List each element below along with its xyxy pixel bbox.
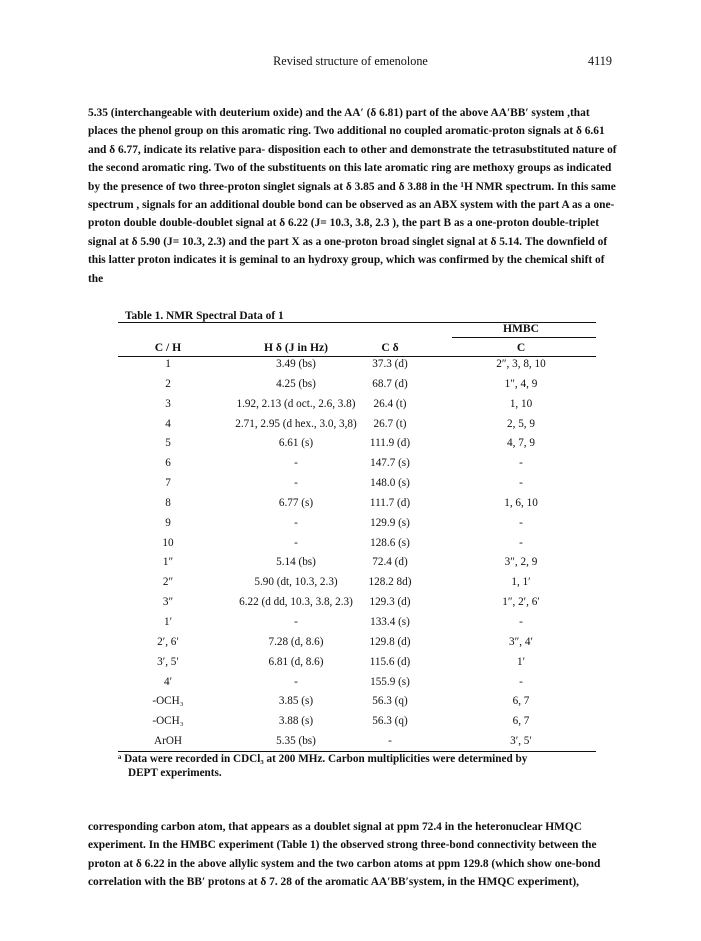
col-header-c-shift: C δ: [381, 341, 399, 354]
cell-hmbc: 3″, 4′: [509, 635, 533, 648]
cell-h-shift: -: [294, 536, 298, 549]
cell-ch: 2′, 6′: [157, 635, 179, 648]
cell-ch: 3′, 5′: [157, 655, 179, 668]
table-row: [0, 576, 701, 596]
cell-c-shift: 115.6 (d): [369, 655, 411, 668]
cell-c-shift: 129.3 (d): [369, 596, 411, 609]
cell-h-shift: 6.22 (d dd, 10.3, 3.8, 2.3): [239, 596, 353, 609]
cell-hmbc: -: [519, 615, 523, 628]
cell-ch: -OCH₃: [152, 695, 184, 708]
table-row: [0, 358, 701, 378]
text-line: spectrum , signals for an additional double bond can be observed as an ABX system with the part A as a one-: [88, 199, 615, 212]
cell-ch: 3: [165, 397, 171, 410]
table-row: [0, 537, 701, 557]
cell-hmbc: 6, 7: [512, 715, 530, 728]
table-row: [0, 418, 701, 438]
cell-h-shift: 6.61 (s): [278, 437, 314, 450]
cell-c-shift: 128.6 (s): [370, 536, 410, 549]
cell-c-shift: 56.3 (q): [372, 715, 408, 728]
table-row: [0, 556, 701, 576]
cell-c-shift: 148.0 (s): [370, 477, 410, 490]
cell-ch: 5: [165, 437, 171, 450]
cell-h-shift: 6.81 (d, 8.6): [268, 655, 324, 668]
table-caption: Table 1. NMR Spectral Data of 1: [125, 310, 284, 322]
cell-c-shift: 26.4 (t): [373, 397, 407, 410]
table-row: [0, 616, 701, 636]
cell-c-shift: 37.3 (d): [372, 358, 408, 370]
cell-h-shift: 5.35 (bs): [276, 735, 316, 748]
cell-h-shift: -: [294, 457, 298, 470]
cell-c-shift: 56.3 (q): [372, 695, 408, 708]
cell-ch: 2″: [162, 576, 174, 589]
text-line: signal at δ 5.90 (J= 10.3, 2.3) and the part X as a one-proton broad singlet signal at δ 5.14. The downfield of: [88, 235, 608, 248]
table-row: [0, 497, 701, 517]
text-line: proton at δ 6.22 in the above allylic system and the two carbon atoms at ppm 129.8 (which show one-bond: [88, 857, 601, 870]
cell-c-shift: 68.7 (d): [372, 377, 408, 390]
cell-ch: 7: [165, 477, 171, 490]
cell-hmbc: -: [519, 675, 523, 688]
cell-c-shift: 128.2 8d): [368, 576, 412, 589]
cell-h-shift: 1.92, 2.13 (d oct., 2.6, 3.8): [236, 397, 356, 410]
cell-hmbc: -: [519, 457, 523, 470]
table-row: [0, 695, 701, 715]
table-row: [0, 457, 701, 477]
table-row: [0, 477, 701, 497]
footnote-line: DEPT experiments.: [128, 767, 222, 779]
table-row: [0, 517, 701, 537]
cell-hmbc: 1, 1′: [511, 576, 531, 589]
table-row: [0, 715, 701, 735]
table-row: [0, 636, 701, 656]
text-line: corresponding carbon atom, that appears as a doublet signal at ppm 72.4 in the heteronuclear HMQC: [88, 821, 582, 833]
cell-c-shift: 72.4 (d): [372, 556, 408, 569]
cell-c-shift: 111.9 (d): [369, 437, 411, 450]
table-row: [0, 656, 701, 676]
page-number: 4119: [588, 54, 612, 68]
table-row: [0, 437, 701, 457]
cell-c-shift: 133.4 (s): [370, 615, 410, 628]
cell-hmbc: 1, 10: [509, 397, 533, 410]
text-line: the: [88, 272, 104, 285]
text-line: this latter proton indicates it is geminal to an hydroxy group, which was confirmed by the chemical shift of: [88, 254, 605, 267]
table-row: [0, 398, 701, 418]
cell-h-shift: 5.14 (bs): [276, 556, 316, 569]
cell-ch: 3″: [162, 596, 174, 609]
cell-ch: 2: [165, 377, 171, 390]
cell-h-shift: 2.71, 2.95 (d hex., 3.0, 3,8): [235, 417, 357, 430]
cell-h-shift: 6.77 (s): [278, 496, 314, 509]
col-header-ch: C / H: [154, 341, 182, 354]
cell-h-shift: 5.90 (dt, 10.3, 2.3): [254, 576, 338, 589]
table-header-rule: [118, 356, 596, 357]
col-header-h-shift: H δ (J in Hz): [264, 341, 328, 354]
cell-h-shift: 3.85 (s): [278, 695, 314, 708]
cell-ch: 1″: [162, 556, 174, 569]
text-line: and δ 6.77, indicate its relative para- disposition each to other and demonstrate the tetrasubstituted nature of: [88, 143, 617, 156]
cell-ch: 9: [165, 516, 171, 529]
cell-h-shift: -: [294, 615, 298, 628]
running-title: Revised structure of emenolone: [273, 54, 428, 68]
cell-hmbc: -: [519, 536, 523, 549]
col-header-hmbc-c: C: [516, 341, 526, 354]
cell-hmbc: 1, 6, 10: [504, 496, 538, 509]
table-row: [0, 378, 701, 398]
running-header: [0, 54, 701, 72]
cell-ch: 4: [165, 417, 171, 430]
cell-h-shift: 4.25 (bs): [276, 377, 316, 390]
table-row: [0, 596, 701, 616]
cell-ch: 1: [165, 358, 171, 370]
cell-c-shift: 155.9 (s): [370, 675, 410, 688]
cell-c-shift: -: [388, 735, 392, 748]
text-line: correlation with the BB′ protons at δ 7. 28 of the aromatic AA′BB′system, in the HMQC experiment),: [88, 876, 580, 889]
cell-ch: 10: [162, 536, 174, 549]
hmbc-group-header: HMBC: [502, 322, 540, 335]
cell-c-shift: 129.9 (s): [370, 516, 410, 529]
cell-hmbc: 4, 7, 9: [507, 437, 535, 450]
cell-hmbc: 1″, 2′, 6′: [502, 596, 540, 609]
cell-hmbc: -: [519, 516, 523, 529]
table-body: [0, 358, 701, 755]
text-line: places the phenol group on this aromatic ring. Two additional no coupled aromatic-proton signals at δ 6.61: [88, 125, 605, 138]
cell-hmbc: 3″, 2, 9: [504, 556, 538, 569]
text-line: proton double double-doublet signal at δ 6.22 (J= 10.3, 3.8, 2.3 ), the part B as a one-proton double-triplet: [88, 217, 599, 230]
cell-c-shift: 147.7 (s): [370, 457, 410, 470]
text-line: 5.35 (interchangeable with deuterium oxide) and the AA′ (δ 6.81) part of the above AA′BB′ system ,that: [88, 107, 590, 119]
cell-hmbc: -: [519, 477, 523, 490]
cell-h-shift: -: [294, 516, 298, 529]
cell-hmbc: 1″, 4, 9: [504, 377, 538, 390]
cell-h-shift: 3.49 (bs): [276, 358, 316, 370]
cell-ch: -OCH₃: [152, 715, 184, 728]
cell-ch: 4′: [163, 675, 173, 688]
cell-c-shift: 129.8 (d): [369, 635, 411, 648]
cell-c-shift: 111.7 (d): [369, 496, 411, 509]
table-footnote: [118, 752, 588, 780]
body-paragraph-bottom: [88, 818, 616, 892]
text-line: the second aromatic ring. Two of the substituents on this late aromatic ring are methoxy groups as indicated: [88, 162, 612, 175]
cell-hmbc: 3′, 5′: [510, 735, 532, 748]
text-line: by the presence of two three-proton singlet signals at δ 3.85 and δ 3.88 in the ¹H NMR spectrum. In this same: [88, 180, 616, 193]
cell-ch: 6: [165, 457, 171, 470]
hmbc-underline-rule: [452, 337, 596, 338]
cell-ch: 1′: [163, 615, 173, 628]
cell-ch: 8: [165, 496, 171, 509]
cell-h-shift: -: [294, 675, 298, 688]
body-paragraph-top: [88, 104, 616, 288]
cell-c-shift: 26.7 (t): [373, 417, 407, 430]
cell-hmbc: 1′: [516, 655, 526, 668]
table-row: [0, 676, 701, 696]
cell-hmbc: 6, 7: [512, 695, 530, 708]
cell-hmbc: 2″, 3, 8, 10: [496, 358, 546, 370]
cell-h-shift: 7.28 (d, 8.6): [268, 635, 324, 648]
cell-h-shift: -: [294, 477, 298, 490]
cell-hmbc: 2, 5, 9: [507, 417, 535, 430]
text-line: experiment. In the HMBC experiment (Table 1) the observed strong three-bond connectivity between the: [88, 839, 597, 852]
footnote-line: ᵃ Data were recorded in CDCl₃ at 200 MHz. Carbon multiplicities were determined by: [118, 753, 528, 765]
cell-ch: ArOH: [154, 735, 182, 748]
cell-h-shift: 3.88 (s): [278, 715, 314, 728]
